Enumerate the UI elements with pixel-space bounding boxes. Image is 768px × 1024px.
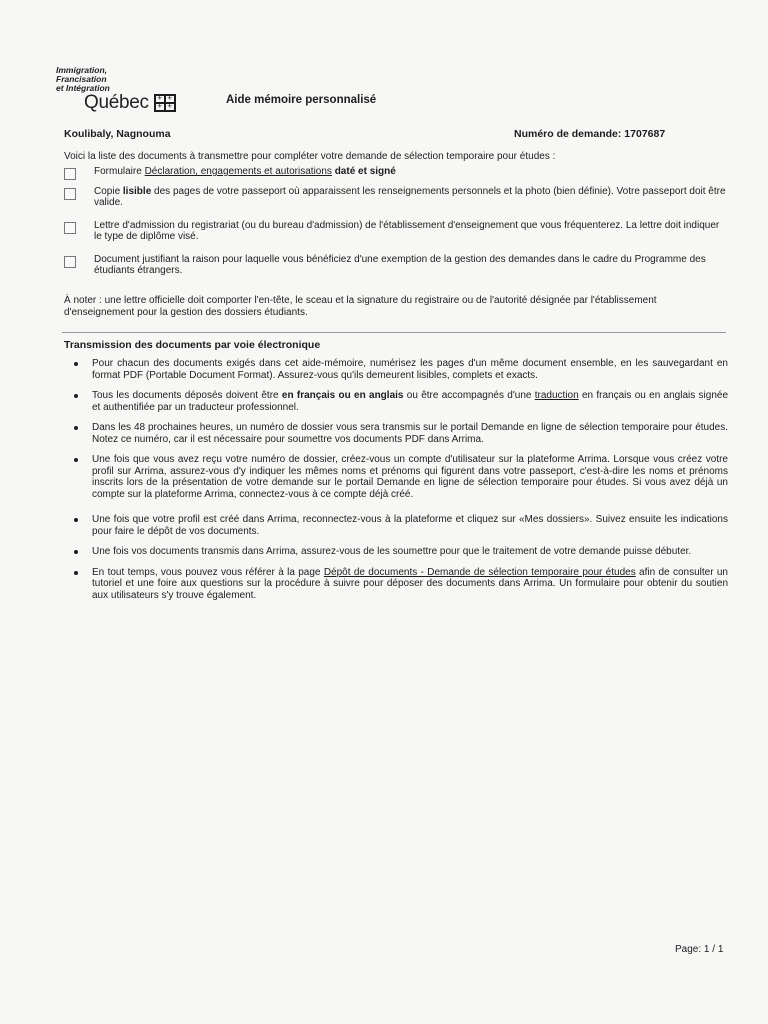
checklist-item (64, 254, 728, 277)
bullet-icon (74, 458, 78, 462)
declaration-form-link[interactable]: Déclaration, engagements et autorisations (144, 166, 332, 177)
instruction-text: Dans les 48 prochaines heures, un numéro de dossier vous sera transmis sur le portail Demande en ligne de sélection temporaire pour études. Notez ce numéro, car il est nécessaire pour soumettre vos documents PDF dans Arrima. (92, 422, 728, 445)
ministry-line: Francisation (56, 74, 107, 84)
checklist-item (64, 220, 728, 243)
instruction-list (64, 358, 728, 610)
checklist-item (64, 186, 728, 209)
instruction-text: Pour chacun des documents exigés dans cet aide-mémoire, numérisez les pages d'un même document ensemble, en les sauvegardant en format PDF (Portable Document Format). Assurez-vous qu'ils demeurent lisibles, complets et exacts. (92, 358, 728, 381)
checkbox[interactable] (64, 222, 76, 234)
checklist-text: des pages de votre passeport où apparaissent les renseignements personnels et la photo (bien définie). Votre passeport doit être valide. (94, 185, 726, 208)
translation-link[interactable]: traduction (534, 390, 579, 401)
bullet-icon (74, 362, 78, 366)
instruction-emphasis: en français ou en anglais (281, 390, 404, 401)
checklist-text: Formulaire (94, 166, 145, 177)
quebec-wordmark: Québec (84, 92, 149, 113)
document-title: Aide mémoire personnalisé (226, 94, 377, 106)
instruction-text: ou être accompagnés d'une (403, 390, 535, 401)
checklist-text: Document justifiant la raison pour laquelle vous bénéficiez d'une exemption de la gestion des demandes dans le cadre du Programme des étudiants étrangers. (94, 253, 706, 276)
ministry-line: et Intégration (56, 83, 110, 93)
document-header (56, 66, 716, 116)
document-checklist (64, 166, 728, 285)
checklist-text: Copie (94, 185, 123, 197)
bullet-icon (74, 426, 78, 430)
checkbox[interactable] (64, 168, 76, 180)
applicant-name: Koulibaly, Nagnouma (64, 128, 171, 140)
intro-text: Voici la liste des documents à transmettre pour compléter votre demande de sélection temporaire pour études : (64, 151, 556, 162)
checkbox[interactable] (64, 256, 76, 268)
note-text: À noter : une lettre officielle doit comporter l'en-tête, le sceau et la signature du registraire ou de l'autorité désignée par l'établissement d'enseignement pour la gestion des dossiers étudiants. (64, 295, 657, 318)
checklist-item (64, 166, 728, 178)
request-number-label: Numéro de demande: (514, 128, 622, 140)
checkbox[interactable] (64, 188, 76, 200)
checklist-emphasis: lisible (122, 185, 152, 197)
bullet-icon (74, 518, 78, 522)
applicant-row (64, 128, 704, 140)
page-indicator (675, 944, 723, 955)
instruction-item (64, 358, 728, 381)
ministry-line: Immigration, (56, 65, 108, 75)
request-number-value: 1707687 (624, 128, 666, 140)
instruction-item (64, 390, 728, 413)
page-value: 1 / 1 (703, 944, 724, 955)
instruction-text: Une fois vos documents transmis dans Arrima, assurez-vous de les soumettre pour que le traitement de votre demande puisse débuter. (92, 546, 692, 557)
quebec-logo (84, 92, 176, 114)
instruction-item (64, 567, 728, 602)
instruction-text: Une fois que votre profil est créé dans Arrima, reconnectez-vous à la plateforme et cliquez sur «Mes dossiers». Suivez ensuite les indications pour faire le dépôt de vos documents. (92, 514, 728, 537)
bullet-icon (74, 550, 78, 554)
instruction-text: Tous les documents déposés doivent être (92, 390, 282, 401)
instruction-item (64, 514, 728, 537)
document-deposit-link[interactable]: Dépôt de documents - Demande de sélection temporaire pour études (323, 566, 636, 578)
quebec-flag-icon: ⚜ ⚜ ⚜ ⚜ (154, 94, 176, 112)
instruction-text: En tout temps, vous pouvez vous référer à la page (92, 566, 324, 578)
instruction-text: en français ou en anglais signée et authentifiée par un traducteur professionnel. (92, 390, 729, 413)
request-number (514, 128, 665, 140)
checklist-text: Lettre d'admission du registrariat (ou du bureau d'admission) de l'établissement d'enseignement que vous fréquenterez. La lettre doit indiquer le type de diplôme visé. (94, 219, 720, 242)
instruction-item (64, 454, 728, 500)
section-title: Transmission des documents par voie électronique (64, 339, 321, 351)
section-divider (62, 332, 726, 333)
ministry-name (56, 66, 110, 93)
instruction-item (64, 422, 728, 445)
page-label: Page: (675, 944, 702, 955)
bullet-icon (74, 571, 78, 575)
instruction-item (64, 546, 728, 558)
instruction-text: Une fois que vous avez reçu votre numéro de dossier, créez-vous un compte d'utilisateur sur la plateforme Arrima. Lorsque vous créez votre profil sur Arrima, assurez-vous d'y indiquer les mêmes noms et prénoms qui figurent dans votre passeport, c'est-à-dire les noms et prénoms inscrits lors de la présentation de votre demande sur le portail Demande en ligne de sélection temporaire pour études. Si vous avez déjà un compte sur la plateforme Arrima, connectez-vous à ce compte déjà créé. (92, 454, 728, 500)
instruction-text: afin de consulter un tutoriel et une foire aux questions sur la procédure à suivre pour déposer des documents dans Arrima. Un formulaire pour obtenir du soutien aux utilisateurs s'y trouve également. (92, 566, 728, 601)
bullet-icon (74, 394, 78, 398)
checklist-emphasis: daté et signé (331, 166, 396, 177)
